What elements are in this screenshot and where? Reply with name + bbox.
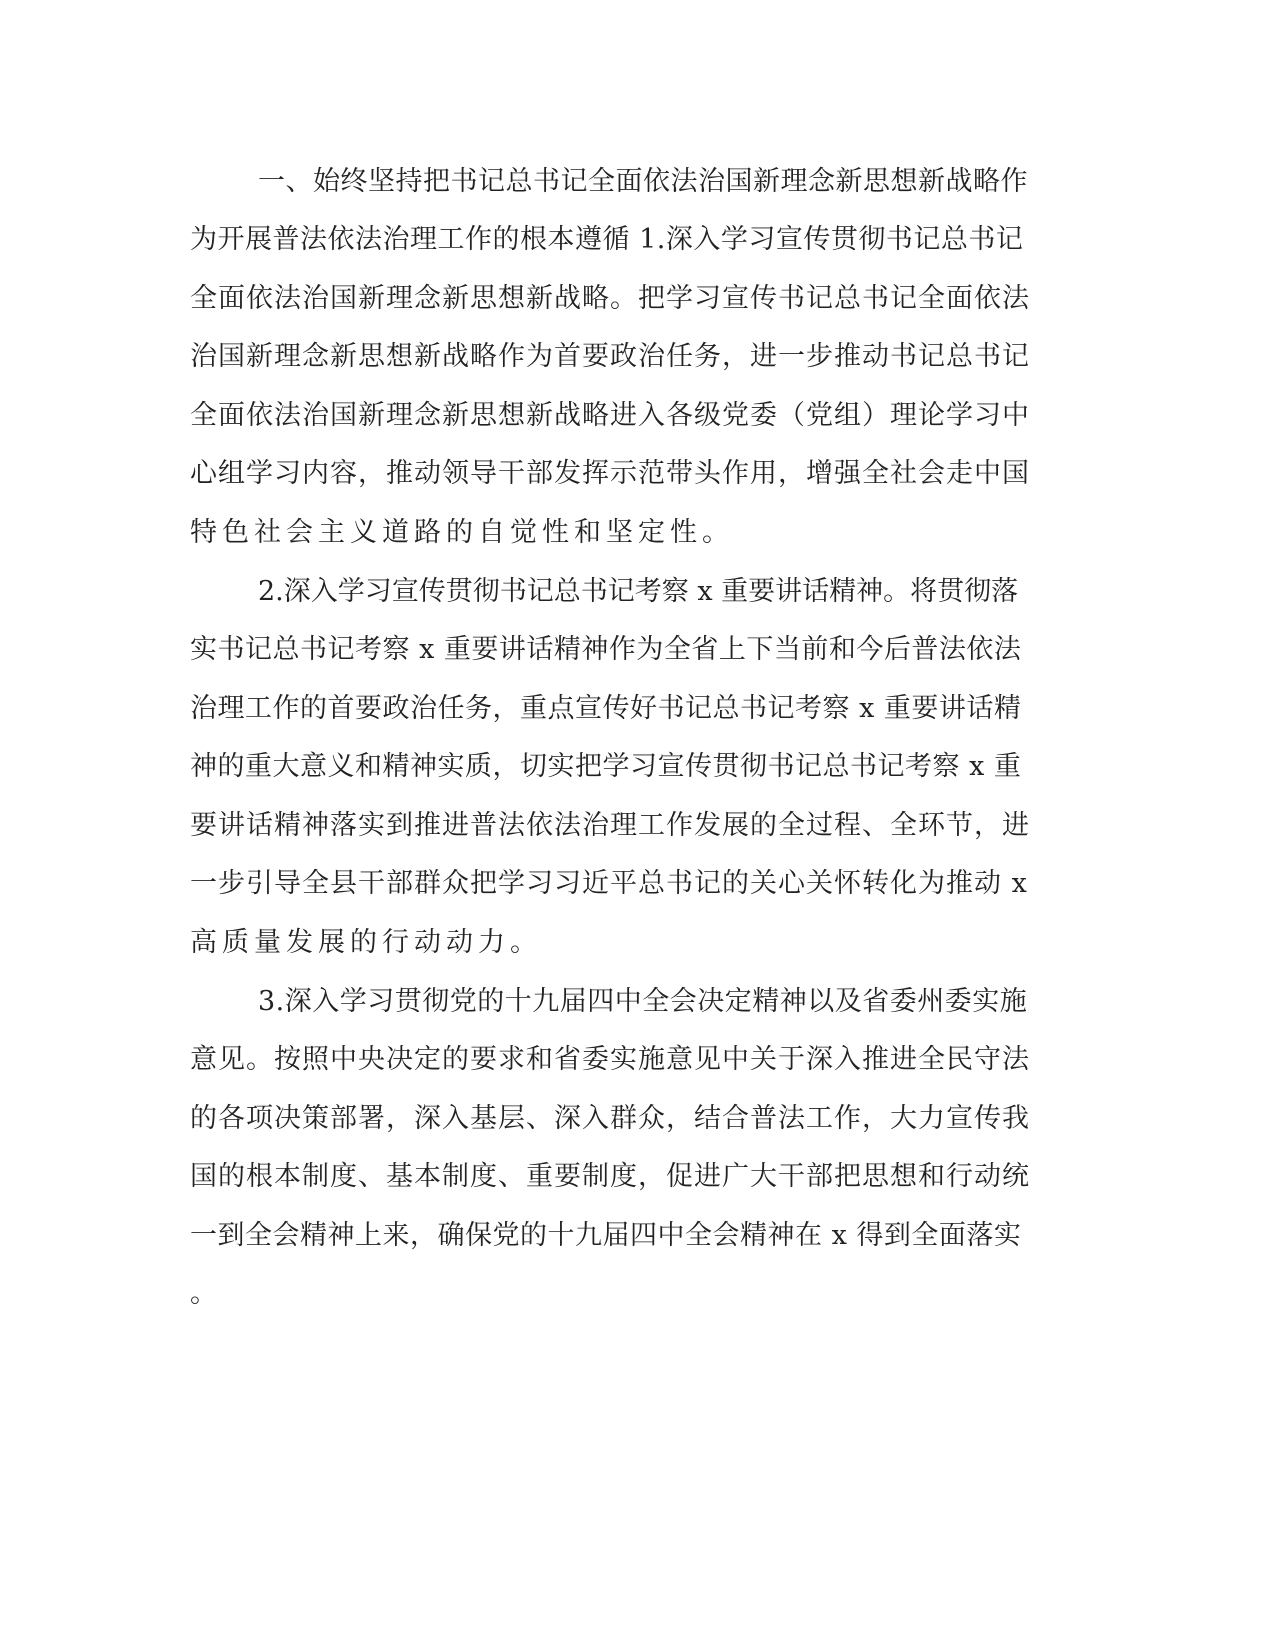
paragraph-2-line-2: 实书记总书记考察 x 重要讲话精神作为全省上下当前和今后普法依法 (190, 634, 1022, 665)
paragraph-1-line-4: 治国新理念新思想新战略作为首要政治任务，进一步推动书记总书记 (190, 341, 1030, 372)
paragraph-3-line-2: 意见。按照中央决定的要求和省委实施意见中关于深入推进全民守法 (190, 1044, 1030, 1075)
paragraph-1-line-5: 全面依法治国新理念新思想新战略进入各级党委（党组）理论学习中 (190, 400, 1030, 431)
paragraph-3-line-1: 3.深入学习贯彻党的十九届四中全会决定精神以及省委州委实施 (258, 986, 1028, 1017)
paragraph-2-line-6: 一步引导全县干部群众把学习习近平总书记的关心关怀转化为推动 x (190, 868, 1028, 899)
paragraph-3-line-4: 国的根本制度、基本制度、重要制度，促进广大干部把思想和行动统 (190, 1161, 1030, 1192)
paragraph-2-line-7: 高质量发展的行动动力。 (190, 927, 542, 958)
paragraph-1-line-6: 心组学习内容，推动领导干部发挥示范带头作用，增强全社会走中国 (190, 458, 1030, 489)
paragraph-3-line-3: 的各项决策部署，深入基层、深入群众，结合普法工作，大力宣传我 (190, 1103, 1030, 1134)
paragraph-2-line-3: 治理工作的首要政治任务，重点宣传好书记总书记考察 x 重要讲话精 (190, 693, 1022, 724)
paragraph-1-line-1: 一、始终坚持把书记总书记全面依法治国新理念新思想新战略作 (258, 166, 1028, 197)
paragraph-1-line-7: 特色社会主义道路的自觉性和坚定性。 (190, 517, 734, 548)
paragraph-2-line-5: 要讲话精神落实到推进普法依法治理工作发展的全过程、全环节，进 (190, 810, 1030, 841)
paragraph-2-line-4: 神的重大意义和精神实质，切实把学习宣传贯彻书记总书记考察 x 重 (190, 751, 1022, 782)
paragraph-3-line-6: 。 (190, 1278, 222, 1309)
paragraph-3-line-5: 一到全会精神上来，确保党的十九届四中全会精神在 x 得到全面落实 (190, 1220, 1022, 1251)
paragraph-1-line-2: 为开展普法依法治理工作的根本遵循 1.深入学习宣传贯彻书记总书记 (190, 224, 1024, 255)
paragraph-1-line-3: 全面依法治国新理念新思想新战略。把学习宣传书记总书记全面依法 (190, 283, 1030, 314)
paragraph-2-line-1: 2.深入学习宣传贯彻书记总书记考察 x 重要讲话精神。将贯彻落 (258, 576, 1019, 607)
